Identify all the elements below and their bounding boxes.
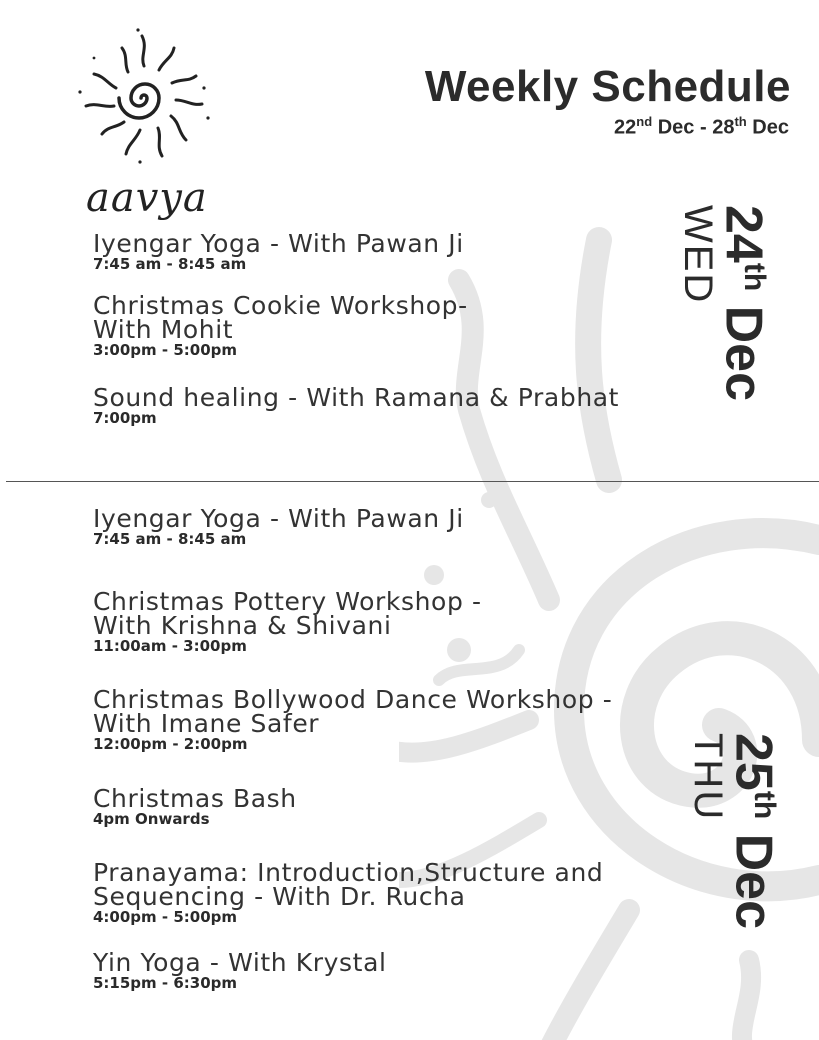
event-time: 12:00pm - 2:00pm [93, 735, 248, 753]
event-title: Pranayama: Introduction,Structure and Sequencing - With Dr. Rucha [93, 858, 604, 911]
range-start-month: Dec [657, 116, 695, 139]
brand-wordmark: aavya [86, 175, 208, 221]
day-date [724, 733, 790, 930]
range-end-number: 28 [712, 116, 735, 139]
day-date-number: 24 [714, 205, 773, 263]
schedule-event [93, 784, 297, 828]
event-time: 7:00pm [93, 409, 157, 427]
event-title: Yin Yoga - With Krystal [93, 948, 387, 977]
day-weekday: THU [685, 733, 730, 822]
schedule-event [93, 291, 468, 359]
event-time: 11:00am - 3:00pm [93, 637, 247, 655]
day-date [714, 205, 780, 402]
day-date-label [675, 205, 780, 402]
date-range [614, 114, 789, 140]
event-title: Christmas Pottery Workshop - With Krishna & Shivani [93, 587, 482, 640]
day-month: Dec [724, 833, 783, 930]
sun-spiral-icon [74, 28, 214, 168]
day-date-suffix: th [738, 262, 771, 292]
event-time: 7:45 am - 8:45 am [93, 255, 247, 273]
day-divider [6, 481, 819, 482]
range-end-month: Dec [752, 116, 789, 139]
event-title: Christmas Cookie Workshop- With Mohit [93, 291, 468, 344]
event-title: Christmas Bollywood Dance Workshop - With Imane Safer [93, 685, 613, 738]
schedule-event [93, 229, 464, 273]
range-separator: - [699, 116, 707, 139]
schedule-event [93, 858, 604, 926]
event-title: Iyengar Yoga - With Pawan Ji [93, 229, 464, 258]
event-time: 4pm Onwards [93, 810, 210, 828]
day-weekday: WED [675, 205, 720, 305]
event-title: Christmas Bash [93, 784, 297, 813]
event-time: 4:00pm - 5:00pm [93, 908, 238, 926]
schedule-event [93, 587, 482, 655]
event-time: 5:15pm - 6:30pm [93, 974, 238, 992]
range-start-number: 22 [614, 116, 637, 139]
day-month: Dec [714, 305, 773, 402]
range-end-suffix: th [734, 114, 747, 129]
brand-logo [74, 28, 214, 221]
event-title: Iyengar Yoga - With Pawan Ji [93, 504, 464, 533]
schedule-event [93, 685, 613, 753]
event-title: Sound healing - With Ramana & Prabhat [93, 383, 620, 412]
page-title: Weekly Schedule [424, 62, 791, 111]
day-date-suffix: th [748, 790, 781, 820]
schedule-event [93, 383, 620, 427]
event-time: 3:00pm - 5:00pm [93, 341, 238, 359]
range-start-suffix: nd [636, 114, 653, 129]
day-date-number: 25 [724, 733, 783, 791]
schedule-event [93, 504, 464, 548]
schedule-event [93, 948, 387, 992]
event-time: 7:45 am - 8:45 am [93, 530, 247, 548]
day-date-label [685, 733, 790, 930]
